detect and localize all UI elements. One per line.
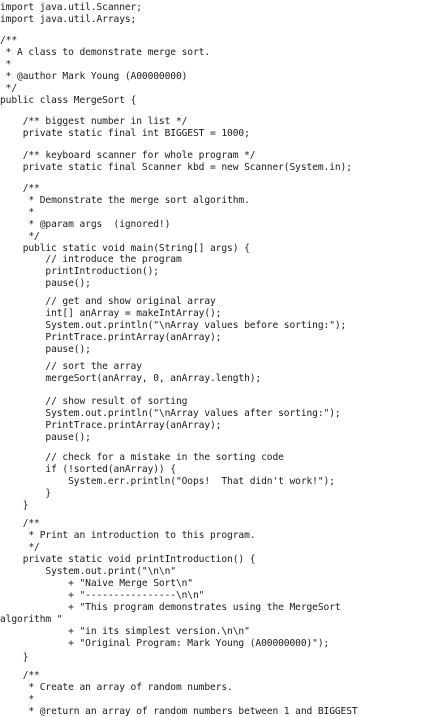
code-line: + "Original Program: Mark Young (A00000000)");	[0, 638, 330, 649]
code-line: algorithm "	[0, 614, 63, 625]
code-line: /**	[0, 670, 40, 681]
code-line: + "Naive Merge Sort\n"	[0, 578, 193, 589]
code-line: /**	[0, 183, 40, 194]
code-line: private static final Scanner kbd = new Scanner(System.in);	[0, 162, 352, 173]
code-line: // sort the array	[0, 361, 142, 372]
code-line: // introduce the program	[0, 254, 182, 265]
code-line: mergeSort(anArray, 0, anArray.length);	[0, 373, 262, 384]
code-line: + "----------------\n\n"	[0, 590, 205, 601]
code-line: pause();	[0, 432, 91, 443]
code-line: PrintTrace.printArray(anArray);	[0, 332, 222, 343]
code-line: import java.util.Arrays;	[0, 14, 137, 25]
code-line: */	[0, 231, 40, 242]
code-line: /**	[0, 518, 40, 529]
code-line: // check for a mistake in the sorting code	[0, 452, 284, 463]
code-line: private static final int BIGGEST = 1000;	[0, 128, 250, 139]
code-line: // show result of sorting	[0, 396, 188, 407]
code-line: + "This program demonstrates using the MergeSort	[0, 602, 341, 613]
code-line: System.err.println("Oops! That didn't work!");	[0, 476, 335, 487]
code-line: *	[0, 207, 35, 218]
code-line: * Create an array of random numbers.	[0, 682, 233, 693]
code-line: pause();	[0, 344, 91, 355]
code-line: public class MergeSort {	[0, 95, 137, 106]
code-line: */	[0, 542, 40, 553]
code-line: }	[0, 500, 29, 511]
code-line: + "in its simplest version.\n\n"	[0, 626, 250, 637]
code-line: PrintTrace.printArray(anArray);	[0, 420, 222, 431]
code-line: */	[0, 83, 18, 94]
code-line: /**	[0, 35, 18, 46]
code-line: }	[0, 488, 52, 499]
code-line: * Print an introduction to this program.	[0, 530, 256, 541]
code-line: System.out.print("\n\n"	[0, 566, 176, 577]
code-line: * @author Mark Young (A00000000)	[0, 71, 188, 82]
code-line: * Demonstrate the merge sort algorithm.	[0, 195, 250, 206]
code-line: * @param args (ignored!)	[0, 219, 171, 230]
code-line: if (!sorted(anArray)) {	[0, 464, 176, 475]
code-line: import java.util.Scanner;	[0, 2, 142, 13]
code-line: /** keyboard scanner for whole program */	[0, 150, 256, 161]
code-line: * A class to demonstrate merge sort.	[0, 47, 211, 58]
code-line: }	[0, 652, 29, 663]
code-line: public static void main(String[] args) {	[0, 243, 250, 254]
code-line: /** biggest number in list */	[0, 116, 188, 127]
code-line: System.out.println("\nArray values before sorting:");	[0, 320, 347, 331]
code-line: *	[0, 694, 35, 705]
code-line: private static void printIntroduction() {	[0, 554, 256, 565]
code-line: printIntroduction();	[0, 266, 159, 277]
code-line: * @return an array of random numbers between 1 and BIGGEST	[0, 706, 358, 717]
code-line: // get and show original array	[0, 296, 216, 307]
code-line: System.out.println("\nArray values after sorting:");	[0, 408, 341, 419]
code-line: *	[0, 59, 12, 70]
code-line: int[] anArray = makeIntArray();	[0, 308, 222, 319]
code-line: pause();	[0, 278, 91, 289]
